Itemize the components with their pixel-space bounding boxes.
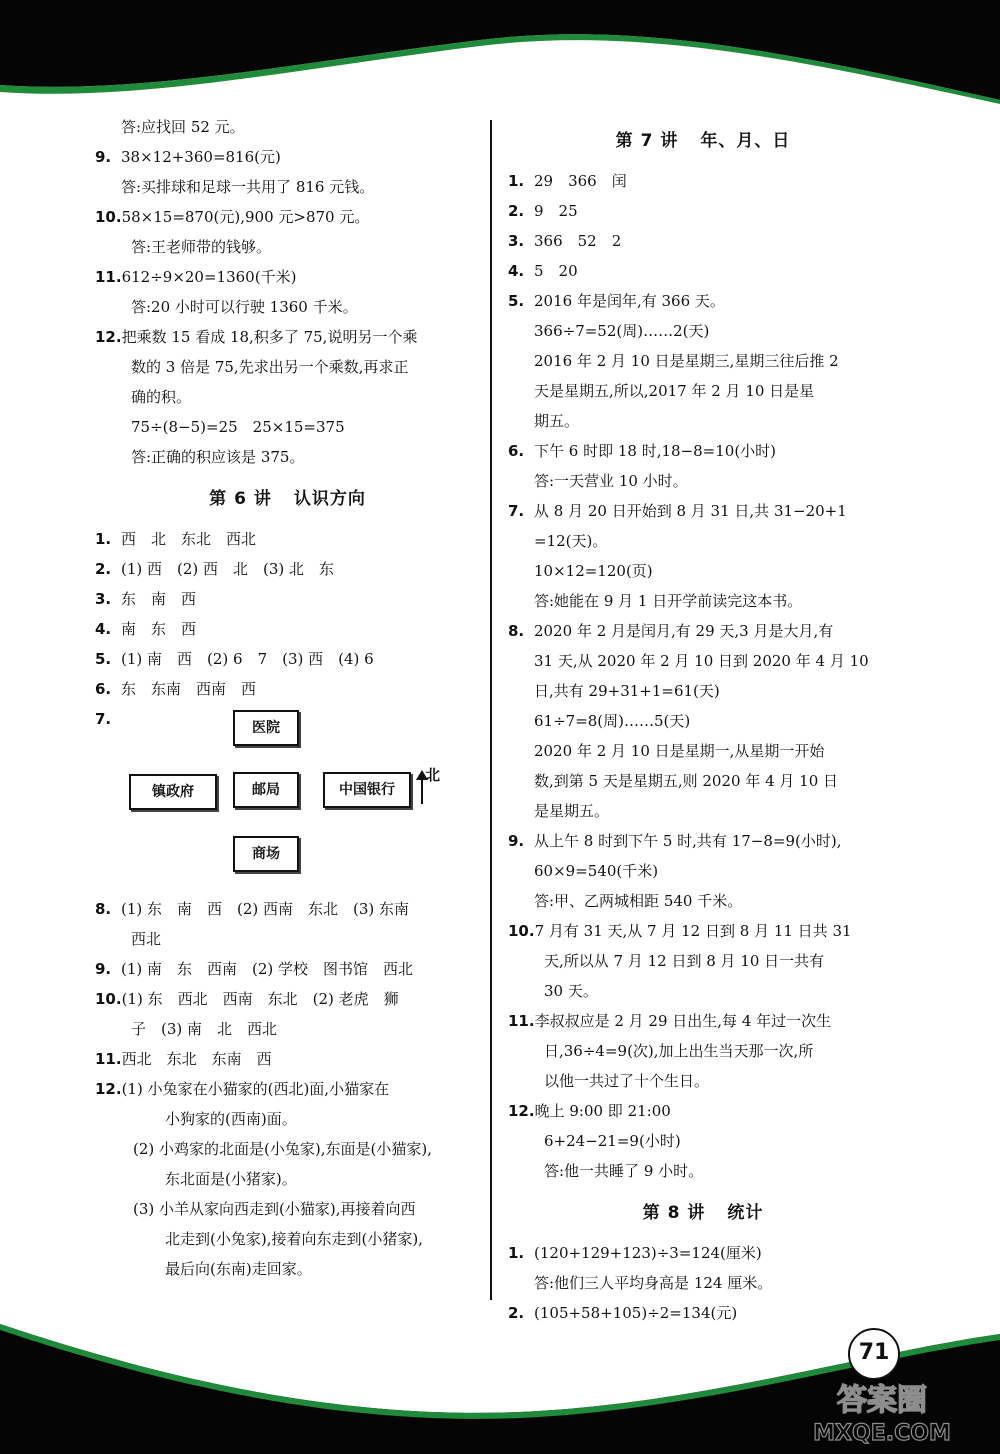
top-decorative-band [0, 0, 1000, 110]
answer-line [95, 382, 480, 412]
question-number: 11. [508, 1012, 535, 1030]
svg-text:答案圈: 答案圈 [837, 1383, 927, 1418]
question-number: 5. [95, 650, 112, 668]
answer-text: 最后向(东南)走回家。 [165, 1260, 312, 1278]
svg-text:MXQE.COM: MXQE.COM [813, 1421, 951, 1446]
answer-text: 南 东 西 [121, 620, 197, 638]
answer-line [95, 1194, 480, 1224]
question-number: 12. [508, 1102, 535, 1120]
answer-line [95, 894, 480, 924]
answer-line [508, 736, 898, 766]
watermark-logo [782, 1378, 982, 1448]
answer-text: (3) 小羊从家向西走到(小猫家),再接着向西 [133, 1200, 416, 1218]
answer-line [508, 1066, 898, 1096]
answer-text: 李叔叔应是 2 月 29 日出生,每 4 年过一次生 [534, 1012, 832, 1030]
question-number: 7. [508, 502, 525, 520]
question-number: 2. [95, 560, 112, 578]
answer-text: 答:她能在 9 月 1 日开学前读完这本书。 [534, 592, 803, 610]
section6-answers-b [95, 894, 480, 1284]
answer-line [508, 646, 898, 676]
answer-line [508, 916, 898, 946]
answer-text: 29 366 闰 [534, 172, 627, 190]
answer-line [508, 286, 898, 316]
answer-line [508, 166, 898, 196]
answer-line [508, 946, 898, 976]
question-number: 4. [508, 262, 525, 280]
answer-text: 612÷9×20=1360(千米) [121, 268, 297, 286]
answer-line [508, 256, 898, 286]
left-column [95, 112, 480, 1284]
answer-line [95, 1014, 480, 1044]
answer-line [508, 556, 898, 586]
answer-line [95, 1104, 480, 1134]
question-number: 8. [508, 622, 525, 640]
answer-text: 从 8 月 20 日开始到 8 月 31 日,共 31−20+1 [534, 502, 847, 520]
question-number: 9. [95, 960, 112, 978]
question-number: 10. [508, 922, 535, 940]
answer-text: 2020 年 2 月 10 日是星期一,从星期一开始 [534, 742, 825, 760]
answer-line [95, 232, 480, 262]
question-number: 1. [508, 1244, 525, 1262]
answer-line [95, 1164, 480, 1194]
answer-text: 日,共有 29+31+1=61(天) [534, 682, 720, 700]
answer-text: 是星期五。 [534, 802, 610, 820]
answer-text: (1) 东 南 西 (2) 西南 东北 (3) 东南 [121, 900, 410, 918]
answer-line [508, 466, 898, 496]
answer-line [508, 316, 898, 346]
left-answers-top [95, 112, 480, 472]
question-number: 5. [508, 292, 525, 310]
answer-text: 366÷7=52(周)……2(天) [534, 322, 710, 340]
answer-line [95, 412, 480, 442]
answer-text: 366 52 2 [534, 232, 622, 250]
column-divider [490, 120, 492, 1300]
answer-line [95, 524, 480, 554]
answer-text: 天,所以从 7 月 12 日到 8 月 10 日一共有 [544, 952, 825, 970]
answer-text: (2) 小鸡家的北面是(小兔家),东面是(小猫家), [133, 1140, 432, 1158]
answer-text: 从上午 8 时到下午 5 时,共有 17−8=9(小时), [534, 832, 842, 850]
page-number: 71 [848, 1328, 900, 1380]
answer-line [95, 292, 480, 322]
answer-text: 东北面是(小猪家)。 [165, 1170, 297, 1188]
answer-text: 答:他们三人平均身高是 124 厘米。 [534, 1274, 773, 1292]
question-number: 1. [508, 172, 525, 190]
answer-line [508, 406, 898, 436]
answer-line [95, 1074, 480, 1104]
answer-text: 58×15=870(元),900 元>870 元。 [121, 208, 370, 226]
answer-text: 子 (3) 南 北 西北 [131, 1020, 278, 1038]
question-number: 2. [508, 202, 525, 220]
answer-text: 北走到(小兔家),接着向东走到(小猪家), [165, 1230, 423, 1248]
answer-line [95, 442, 480, 472]
answer-line [95, 614, 480, 644]
answer-line [508, 346, 898, 376]
answer-line [508, 1006, 898, 1036]
question-number: 12. [95, 328, 122, 346]
answer-line [95, 142, 480, 172]
answer-text: 晚上 9:00 即 21:00 [534, 1102, 671, 1120]
question-number: 3. [508, 232, 525, 250]
answer-text: (1) 东 西北 西南 东北 (2) 老虎 狮 [121, 990, 399, 1008]
answer-line [508, 1096, 898, 1126]
answer-line [508, 436, 898, 466]
answer-text: 小狗家的(西南)面。 [165, 1110, 297, 1128]
question-number: 1. [95, 530, 112, 548]
answer-text: 10×12=120(页) [534, 562, 653, 580]
answer-text: (1) 南 东 西南 (2) 学校 图书馆 西北 [121, 960, 414, 978]
answer-line [95, 322, 480, 352]
answer-line [95, 352, 480, 382]
answer-line [95, 644, 480, 674]
section7-title: 年、月、日 [700, 131, 791, 151]
answer-text: 61÷7=8(周)……5(天) [534, 712, 691, 730]
section6-answers-a [95, 524, 480, 704]
answer-line [95, 172, 480, 202]
answer-line [508, 856, 898, 886]
answer-text: 答:20 小时可以行驶 1360 千米。 [131, 298, 358, 316]
answer-line [95, 674, 480, 704]
answer-line [508, 826, 898, 856]
answer-text: 答:他一共睡了 9 小时。 [544, 1162, 704, 1180]
answer-text: 东 南 西 [121, 590, 197, 608]
answer-text: 2020 年 2 月是闰月,有 29 天,3 月是大月,有 [534, 622, 834, 640]
answer-line [508, 226, 898, 256]
answer-text: 以他一共过了十个生日。 [544, 1072, 710, 1090]
answer-line [508, 496, 898, 526]
question-number: 10. [95, 990, 122, 1008]
answer-text: 9 25 [534, 202, 578, 220]
question-number: 11. [95, 1050, 122, 1068]
question-number: 12. [95, 1080, 122, 1098]
answer-text: 答:买排球和足球一共用了 816 元钱。 [121, 178, 375, 196]
answer-text: 答:一天营业 10 小时。 [534, 472, 688, 490]
q7-number: 7. [95, 710, 112, 728]
answer-text: 西北 东北 东南 西 [121, 1050, 272, 1068]
section7-lecture: 第 7 讲 [615, 131, 679, 151]
answer-text: 天是星期五,所以,2017 年 2 月 10 日是星 [534, 382, 815, 400]
answer-text: (1) 南 西 (2) 6 7 (3) 西 (4) 6 [121, 650, 374, 668]
answer-text: (1) 小兔家在小猫家的(西北)面,小猫家在 [121, 1080, 390, 1098]
answer-text: 75÷(8−5)=25 25×15=375 [131, 418, 345, 436]
north-label: 北 [425, 766, 441, 784]
answer-text: 数,到第 5 天是星期五,则 2020 年 4 月 10 日 [534, 772, 839, 790]
answer-text: 31 天,从 2020 年 2 月 10 日到 2020 年 4 月 10 [534, 652, 869, 670]
question-number: 9. [508, 832, 525, 850]
answer-line [508, 766, 898, 796]
question-number: 6. [95, 680, 112, 698]
answer-line [508, 196, 898, 226]
question-number: 10. [95, 208, 122, 226]
answer-line [508, 976, 898, 1006]
section6-title: 认识方向 [293, 489, 366, 509]
answer-text: 西 北 东北 西北 [121, 530, 257, 548]
question-number: 4. [95, 620, 112, 638]
question-number: 2. [508, 1304, 525, 1322]
answer-text: 5 20 [534, 262, 578, 280]
answer-line [95, 112, 480, 142]
section8-lecture: 第 8 讲 [642, 1203, 706, 1223]
answer-text: 7 月有 31 天,从 7 月 12 日到 8 月 11 日共 31 [534, 922, 852, 940]
answer-text: 30 天。 [544, 982, 598, 1000]
answer-text: 下午 6 时即 18 时,18−8=10(小时) [534, 442, 777, 460]
answer-text: 38×12+360=816(元) [121, 148, 281, 166]
answer-line [508, 586, 898, 616]
answer-line [95, 202, 480, 232]
answer-text: 2016 年是闰年,有 366 天。 [534, 292, 725, 310]
answer-text: 东 东南 西南 西 [121, 680, 257, 698]
question-number: 9. [95, 148, 112, 166]
answer-line [95, 584, 480, 614]
answer-line [508, 1156, 898, 1186]
answer-line [95, 1224, 480, 1254]
section7-answers [508, 166, 898, 1186]
answer-text: 西北 [131, 930, 162, 948]
answer-line [95, 1044, 480, 1074]
box-bank: 中国银行 [323, 772, 411, 808]
section7-heading [508, 126, 898, 156]
answer-line [95, 954, 480, 984]
answer-text: 答:甲、乙两城相距 540 千米。 [534, 892, 743, 910]
right-column [508, 112, 898, 1328]
answer-line [508, 676, 898, 706]
box-hospital: 医院 [233, 710, 299, 746]
answer-line [508, 526, 898, 556]
answer-text: =12(天)。 [534, 532, 608, 550]
answer-line [95, 1254, 480, 1284]
answer-text: 数的 3 倍是 75,先求出另一个乘数,再求正 [131, 358, 409, 376]
answer-text: (105+58+105)÷2=134(元) [534, 1304, 738, 1322]
answer-line [508, 1126, 898, 1156]
answer-text: 答:应找回 52 元。 [121, 118, 245, 136]
answer-text: (1) 西 (2) 西 北 (3) 北 东 [121, 560, 335, 578]
section8-title: 统计 [727, 1203, 764, 1223]
answer-text: 确的积。 [131, 388, 192, 406]
question-number: 8. [95, 900, 112, 918]
box-mall: 商场 [233, 836, 299, 872]
answer-line [508, 376, 898, 406]
answer-line [508, 1238, 898, 1268]
answer-line [95, 554, 480, 584]
answer-line [508, 706, 898, 736]
answer-line [508, 616, 898, 646]
question-number: 11. [95, 268, 122, 286]
answer-text: 把乘数 15 看成 18,积多了 75,说明另一个乘 [121, 328, 418, 346]
north-arrow [421, 776, 423, 804]
question-number: 3. [95, 590, 112, 608]
answer-text: 期五。 [534, 412, 580, 430]
answer-line [95, 262, 480, 292]
answer-line [95, 1134, 480, 1164]
section6-lecture: 第 6 讲 [209, 489, 272, 509]
box-post-office: 邮局 [233, 772, 299, 808]
box-town-government: 镇政府 [129, 774, 217, 810]
answer-line [95, 984, 480, 1014]
answer-text: 6+24−21=9(小时) [544, 1132, 681, 1150]
section8-heading [508, 1198, 898, 1228]
answer-text: 2016 年 2 月 10 日是星期三,星期三往后推 2 [534, 352, 839, 370]
answer-text: 60×9=540(千米) [534, 862, 659, 880]
question-number: 6. [508, 442, 525, 460]
answer-text: (120+129+123)÷3=124(厘米) [534, 1244, 762, 1262]
answer-line [508, 1036, 898, 1066]
answer-text: 答:正确的积应该是 375。 [131, 448, 305, 466]
answer-text: 答:王老师带的钱够。 [131, 238, 272, 256]
answer-line [508, 886, 898, 916]
answer-line [508, 796, 898, 826]
q7-direction-diagram [95, 704, 480, 894]
section6-heading [95, 484, 480, 514]
answer-text: 日,36÷4=9(次),加上出生当天那一次,所 [544, 1042, 814, 1060]
answer-line [95, 924, 480, 954]
